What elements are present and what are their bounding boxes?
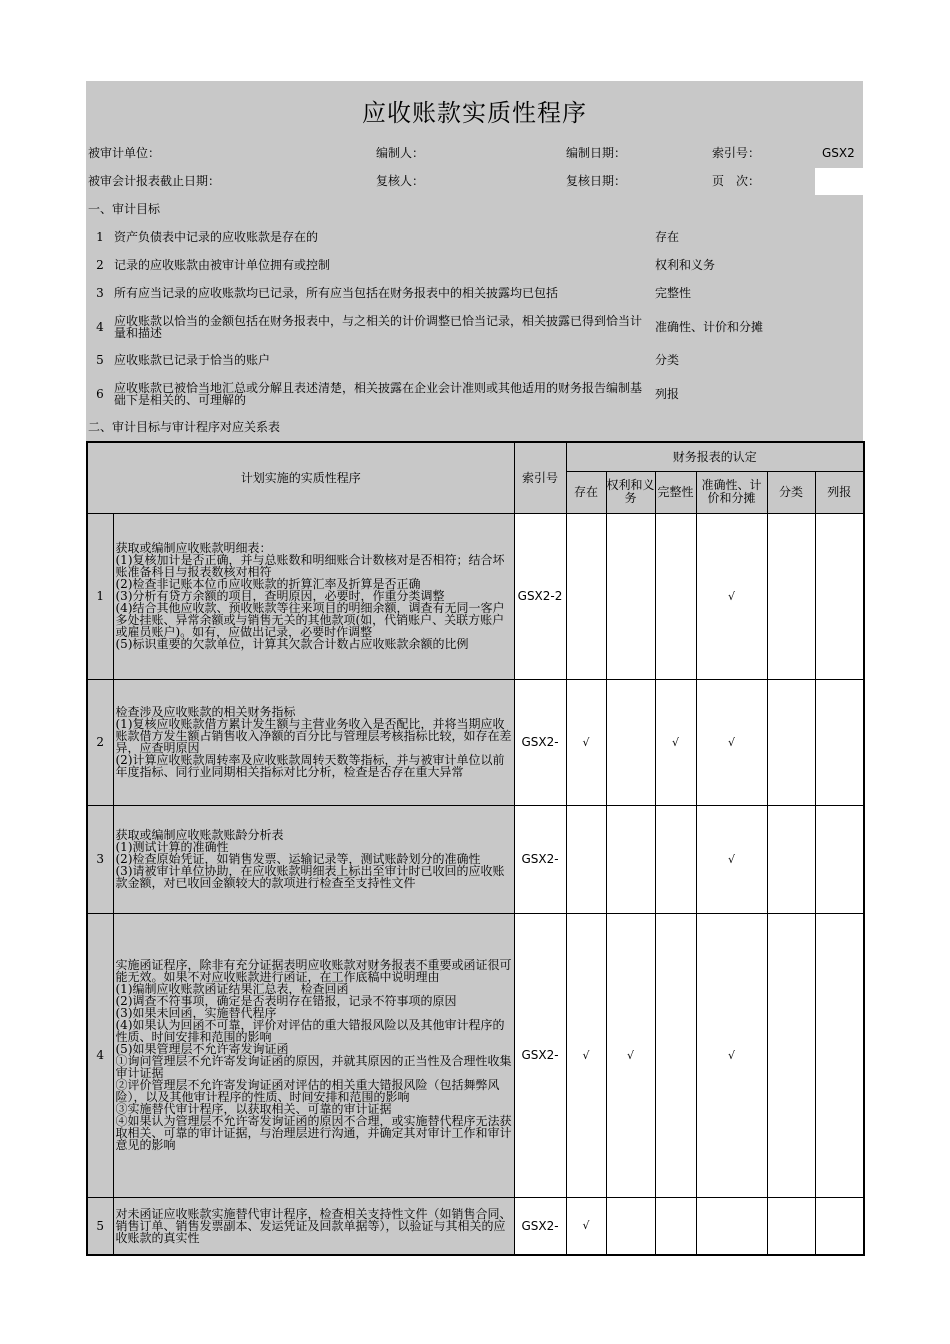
procedure-text: 实施函证程序，除非有充分证据表明应收账款对财务报表不重要或函证很可能无效。如果不对应收账款进行函证，在工作底稿中说明理由 (1)编制应收账款函证结果汇总表，检查回函 (2)调查不符事项，确定是否表明存在错报，记录不符事项的原因 (3)如果未回函，实施替代程序 (4)如果认为回函不可靠，评价对评估的重大错报风险以及其他审计程序的性质、时间安排和范围的影响 (5)如果管理层不允许寄发询证函 ①询问管理层不允许寄发询证函的原因，并就其原因的正当性及合理性收集审计证据 ②评价管理层不允许寄发询证函对评估的相关重大错报风险（包括舞弊风险），以及其他审计程序的性质、时间安排和范围的影响 ③实施替代审计程序，以获取相关、可靠的审计证据 ④如果认为管理层不允许寄发询证函的原因不合理，或实施替代程序无法获取相关、可靠的审计证据，与治理层进行沟通，并确定其对审计工作和审计意见的影响 — [115, 958, 512, 1152]
present-cell — [815, 913, 864, 1197]
rights-cell: √ — [606, 913, 655, 1197]
rights-cell — [606, 1197, 655, 1255]
objective-number: 3 — [96, 286, 104, 300]
present-cell — [815, 1197, 864, 1255]
objective-number: 5 — [96, 353, 104, 367]
table-row — [87, 679, 864, 805]
header-index: 索引号 — [514, 442, 566, 513]
header-class: 分类 — [767, 471, 815, 513]
accuracy-cell — [696, 1197, 767, 1255]
row-number: 2 — [87, 679, 113, 805]
objective-assertion: 分类 — [655, 353, 680, 367]
row-number: 3 — [87, 805, 113, 913]
accuracy-cell: √ — [696, 805, 767, 913]
procedure-cell — [113, 679, 514, 805]
objective-assertion: 准确性、计价和分摊 — [655, 319, 764, 334]
reviewer-label: 复核人： — [376, 174, 425, 188]
objective-text: 所有应当记录的应收账款均已记录，所有应当包括在财务报表中的相关披露均已包括 — [114, 286, 559, 300]
page-title: 应收账款实质性程序 — [362, 98, 587, 127]
present-cell — [815, 679, 864, 805]
title-band — [86, 81, 863, 139]
auditee-label: 被审计单位： — [88, 146, 161, 160]
row-number: 4 — [87, 913, 113, 1197]
class-cell — [767, 913, 815, 1197]
objective-row — [86, 223, 863, 251]
index-cell: GSX2-2 — [514, 513, 566, 679]
index-cell: GSX2- — [514, 679, 566, 805]
objective-row — [86, 374, 863, 413]
present-cell — [815, 805, 864, 913]
complete-cell — [655, 513, 696, 679]
class-cell — [767, 1197, 815, 1255]
index-label: 索引号： — [712, 146, 761, 160]
objective-row — [86, 307, 863, 346]
objective-row — [86, 279, 863, 307]
rights-cell — [606, 679, 655, 805]
info-row-1 — [86, 139, 863, 167]
page-label: 页 次： — [712, 174, 761, 188]
header-exist: 存在 — [566, 471, 606, 513]
rights-cell — [606, 513, 655, 679]
procedure-text: 对未函证应收账款实施替代审计程序，检查相关支持性文件（如销售合同、销售订单、销售发票副本、发运凭证及回款单据等），以验证与其相关的应收账款的真实性 — [115, 1206, 512, 1245]
rights-cell — [606, 805, 655, 913]
procedure-text: 获取或编制应收账款账龄分析表 (1)测试计算的准确性 (2)检查原始凭证，如销售发票、运输记录等，测试账龄划分的准确性 (3)请被审计单位协助，在应收账款明细表上标出至审计时已收回的应收账款金额，对已收回金额较大的款项进行检查至支持性文件 — [115, 828, 505, 890]
complete-cell — [655, 1197, 696, 1255]
present-cell — [815, 513, 864, 679]
procedure-text: 检查涉及应收账款的相关财务指标 (1)复核应收账款借方累计发生额与主营业务收入是否配比，并将当期应收账款借方发生额占销售收入净额的百分比与管理层考核指标比较，如存在差异，应查明原因 (2)计算应收账款周转率及应收账款周转天数等指标，并与被审计单位以前年度指标、同行业同期相关指标对比分析，检查是否存在重大异常 — [115, 705, 512, 779]
preparer-label: 编制人： — [376, 146, 425, 160]
exist-cell: √ — [566, 1197, 606, 1255]
complete-cell — [655, 913, 696, 1197]
page-value-cell — [815, 168, 863, 195]
objective-row — [86, 251, 863, 279]
class-cell — [767, 679, 815, 805]
procedure-table — [86, 441, 865, 1256]
prep-date-label: 编制日期： — [566, 146, 627, 160]
section-heading-objectives: 一、审计目标 — [86, 195, 863, 223]
objective-text: 资产负债表中记录的应收账款是存在的 — [114, 230, 319, 244]
exist-cell — [566, 805, 606, 913]
header-assertions: 财务报表的认定 — [566, 442, 864, 471]
index-cell: GSX2- — [514, 913, 566, 1197]
exist-cell — [566, 513, 606, 679]
complete-cell — [655, 805, 696, 913]
exist-cell: √ — [566, 913, 606, 1197]
objective-assertion: 列报 — [655, 386, 680, 401]
class-cell — [767, 513, 815, 679]
row-number: 5 — [87, 1197, 113, 1255]
exist-cell: √ — [566, 679, 606, 805]
header-accuracy: 准确性、计价和分摊 — [696, 471, 767, 513]
objective-number: 2 — [96, 258, 104, 272]
objective-text: 应收账款已被恰当地汇总或分解且表述清楚，相关披露在企业会计准则或其他适用的财务报告编制基础下是相关的、可理解的 — [114, 380, 643, 407]
header-present: 列报 — [815, 471, 864, 513]
objective-assertion: 权利和义务 — [655, 258, 716, 272]
row-number: 1 — [87, 513, 113, 679]
info-row-2 — [86, 167, 863, 195]
header-rights: 权利和义务 — [606, 471, 655, 513]
objective-row — [86, 346, 863, 374]
table-row — [87, 1197, 864, 1255]
procedure-cell — [113, 913, 514, 1197]
procedure-cell — [113, 513, 514, 679]
objective-number: 1 — [96, 230, 104, 244]
table-row — [87, 913, 864, 1197]
accuracy-cell: √ — [696, 513, 767, 679]
table-row — [87, 805, 864, 913]
index-cell: GSX2- — [514, 805, 566, 913]
complete-cell: √ — [655, 679, 696, 805]
index-cell: GSX2- — [514, 1197, 566, 1255]
accuracy-cell: √ — [696, 913, 767, 1197]
worksheet — [86, 81, 863, 1256]
period-label: 被审会计报表截止日期： — [88, 174, 221, 188]
objective-text: 记录的应收账款由被审计单位拥有或控制 — [114, 258, 331, 272]
header-procedure: 计划实施的实质性程序 — [87, 442, 514, 513]
index-value: GSX2 — [822, 146, 855, 160]
objective-number: 4 — [96, 319, 104, 334]
objective-text: 应收账款已记录于恰当的账户 — [114, 353, 271, 367]
procedure-cell — [113, 1197, 514, 1255]
section-heading-mapping: 二、审计目标与审计程序对应关系表 — [86, 413, 863, 441]
objective-text: 应收账款以恰当的金额包括在财务报表中，与之相关的计价调整已恰当记录，相关披露已得到恰当计量和描述 — [114, 313, 643, 340]
objective-number: 6 — [96, 386, 104, 401]
objective-assertion: 完整性 — [655, 286, 692, 300]
review-date-label: 复核日期： — [566, 174, 627, 188]
table-header-row — [87, 442, 864, 471]
procedure-text: 获取或编制应收账款明细表： (1)复核加计是否正确，并与总账数和明细账合计数核对是否相符；结合坏账准备科目与报表数核对相符 (2)检查非记账本位币应收账款的折算汇率及折算是否正确 (3)分析有贷方余额的项目，查明原因，必要时，作重分类调整 (4)结合其他应收款、预收账款等往来项目的明细余额，调查有无同一客户多处挂账、异常余额或与销售无关的其他款项(如，代销账户、关联方账户或雇员账户)。如有，应做出记录，必要时作调整 (5)标识重要的欠款单位，计算其欠款合计数占应收账款余额的比例 — [115, 541, 505, 651]
header-complete: 完整性 — [655, 471, 696, 513]
accuracy-cell: √ — [696, 679, 767, 805]
objective-assertion: 存在 — [655, 230, 680, 244]
table-row — [87, 513, 864, 679]
procedure-cell — [113, 805, 514, 913]
class-cell — [767, 805, 815, 913]
